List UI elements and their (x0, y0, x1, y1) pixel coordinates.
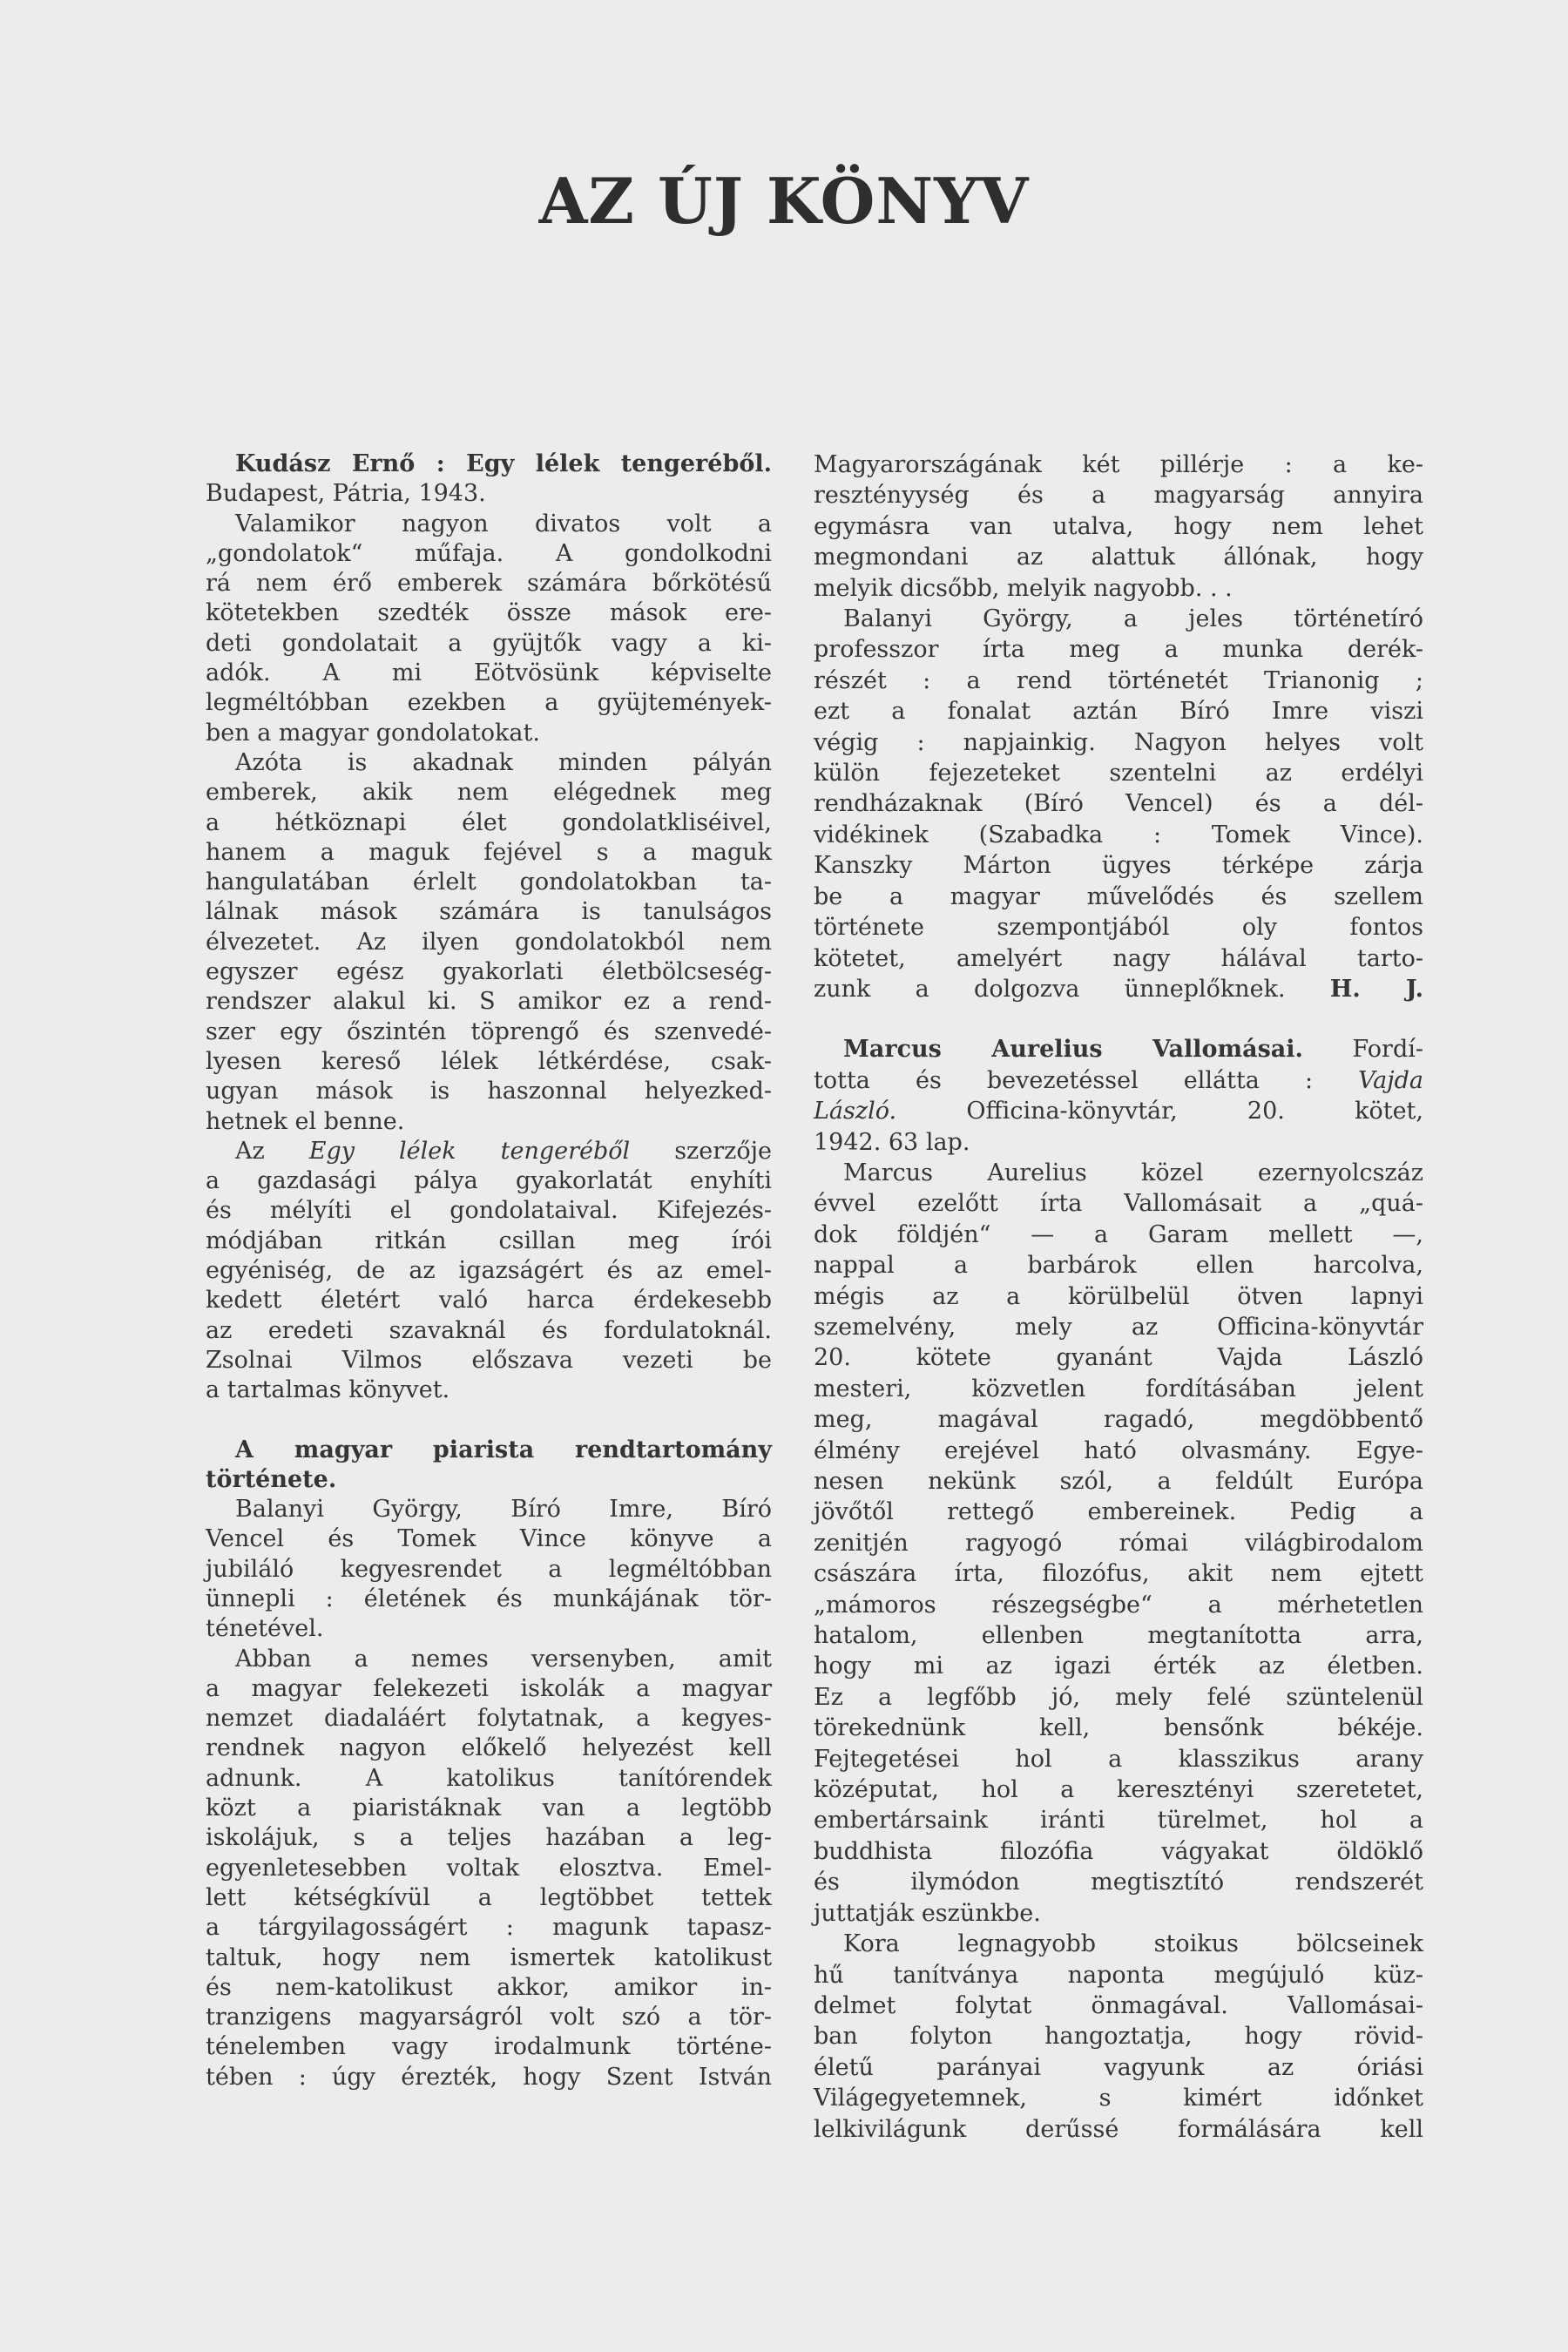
text-line: zenitjén ragyogó római világbirodalom (814, 1529, 1423, 1557)
text-line: Vencel és Tomek Vince könyve a (206, 1525, 772, 1553)
text-line: hetnek el benne. (206, 1107, 405, 1135)
paragraph (206, 748, 772, 1137)
text-line: ünnepli : életének és munkájának tör- (206, 1585, 772, 1612)
paragraph (814, 1034, 1423, 1158)
text-line: Abban a nemes versenyben, amit (235, 1645, 772, 1673)
text-line (814, 1096, 1423, 1126)
text-line: Kanszky Márton ügyes térképe zárja (814, 852, 1423, 880)
text-line: legméltóbban ezekben a gyüjtemények- (206, 689, 772, 717)
text-line: egyenletesebben voltak elosztva. Emel- (206, 1854, 772, 1882)
text-line: rendházaknak (Bíró Vencel) és a dél- (814, 790, 1423, 818)
text-line: a magyar felekezeti iskolák a magyar (206, 1674, 772, 1702)
text-line: története szempontjából oly fontos (814, 914, 1423, 942)
text-line: a tartalmas könyvet. (206, 1376, 450, 1404)
text-line: adnunk. A katolikus tanítórendek (206, 1764, 772, 1792)
text-line: Marcus Aurelius közel ezernyolcszáz (843, 1159, 1423, 1186)
text-span: Az (235, 1137, 309, 1165)
text-line: rá nem érő emberek számára bőrkötésű (206, 570, 772, 598)
text-line: szemelvény, mely az Officina-könyvtár (814, 1313, 1423, 1341)
text-line: élvezetet. Az ilyen gondolatokból nem (206, 928, 772, 956)
bold-text: H. J. (1329, 975, 1424, 1003)
text-line: a hétköznapi élet gondolatkliséivel, (206, 808, 772, 836)
text-line: meg, magával ragadó, megdöbbentő (814, 1406, 1423, 1434)
text-line: egymásra van utalva, hogy nem lehet (814, 512, 1423, 540)
text-line: hű tanítványa naponta megújuló küz- (814, 1961, 1423, 1989)
text-line: Kora legnagyobb stoikus bölcseinek (843, 1930, 1423, 1958)
text-line: Fejtegetései hol a klasszikus arany (814, 1745, 1423, 1773)
text-line: lálnak mások számára is tanulságos (206, 898, 772, 926)
text-line: részét : a rend történetét Trianonig ; (814, 666, 1423, 694)
text-line: ténelemben vagy irodalmunk történe- (206, 2033, 772, 2061)
paragraph (814, 449, 1423, 604)
text-line: a tárgyilagosságért : magunk tapasz- (206, 1914, 772, 1942)
text-line: adók. A mi Eötvösünk képviselte (206, 659, 772, 687)
text-line: dok földjén“ — a Garam mellett —, (814, 1220, 1423, 1248)
text-line: élmény erejével ható olvasmány. Egye- (814, 1436, 1423, 1464)
italic-text: Vajda (1358, 1066, 1423, 1094)
text-line: 20. kötete gyanánt Vajda László (814, 1344, 1423, 1372)
text-line: mesteri, közvetlen fordításában jelent (814, 1375, 1423, 1402)
text-line: ben a magyar gondolatokat. (206, 719, 540, 747)
text-line: Valamikor nagyon divatos volt a (235, 510, 772, 537)
text-line: tranzigens magyarságról volt szó a tör- (206, 2004, 772, 2031)
text-line: szer egy őszintén töprengő és szenvedé- (206, 1017, 772, 1045)
text-line: kötetekben szedték össze mások ere- (206, 599, 772, 627)
text-line: embertársaink iránti türelmet, hol a (814, 1807, 1423, 1835)
paragraph (206, 1645, 772, 2092)
paragraph (206, 510, 772, 748)
section-spacer (206, 1406, 772, 1436)
text-line: kedett életért való harca érdekesebb (206, 1287, 772, 1315)
text-line: törekednünk kell, bensőnk békéje. (814, 1714, 1423, 1742)
text-line: taltuk, hogy nem ismertek katolikust (206, 1943, 772, 1971)
paragraph (206, 1137, 772, 1406)
text-line: ban folyton hangoztatja, hogy rövid- (814, 2023, 1423, 2051)
text-line: megmondani az alattuk állónak, hogy (814, 544, 1423, 571)
text-span: szerzője (630, 1137, 772, 1165)
text-line: ugyan mások is haszonnal helyezked- (206, 1078, 772, 1105)
text-line: lelkivilágunk derűssé formálására kell (814, 2115, 1423, 2143)
text-line: és nem-katolikust akkor, amikor in- (206, 1973, 772, 2001)
text-line (814, 974, 1423, 1004)
text-line: „gondolatok“ műfaja. A gondolkodni (206, 539, 772, 567)
text-line: Budapest, Pátria, 1943. (206, 480, 486, 508)
text-line: juttatják eszünkbe. (814, 1899, 1041, 1927)
text-line: vidékinek (Szabadka : Tomek Vince). (814, 821, 1423, 848)
paragraph (814, 1158, 1423, 1929)
text-line: története. (206, 1465, 337, 1493)
review-heading (206, 449, 772, 510)
text-line: nesen nekünk szól, a feldúlt Európa (814, 1468, 1423, 1495)
text-line: ténetével. (206, 1615, 324, 1643)
text-line: Balanyi György, Bíró Imre, Bíró (235, 1496, 772, 1524)
text-line: resztényység és a magyarság annyira (814, 482, 1423, 510)
text-line: rendnek nagyon előkelő helyezést kell (206, 1734, 772, 1762)
text-line (814, 1065, 1423, 1096)
right-column (814, 449, 1423, 2145)
text-line: tében : úgy érezték, hogy Szent István (206, 2063, 772, 2091)
text-line: közt a piaristáknak van a legtöbb (206, 1794, 772, 1822)
text-line: jövőtől rettegő embereinek. Pedig a (814, 1498, 1423, 1526)
text-line: jubiláló kegyesrendet a legméltóbban (206, 1555, 772, 1583)
text-line: emberek, akik nem elégednek meg (206, 779, 772, 807)
text-line: mégis az a körülbelül ötven lapnyi (814, 1282, 1423, 1310)
text-line: egyszer egész gyakorlati életbölcseség- (206, 958, 772, 986)
text-line: be a magyar művelődés és szellem (814, 882, 1423, 910)
text-line: hanem a maguk fejével s a maguk (206, 838, 772, 866)
text-line: delmet folytat önmagával. Vallomásai- (814, 1991, 1423, 2019)
text-line: deti gondolatait a gyüjtők vagy a ki- (206, 629, 772, 657)
text-line (206, 1137, 772, 1166)
italic-text: László. (814, 1098, 897, 1125)
text-line: „mámoros részegségbe“ a mérhetetlen (814, 1591, 1423, 1619)
text-line: Zsolnai Vilmos előszava vezeti be (206, 1346, 772, 1374)
text-span: zunk a dolgozva ünneplőknek. (814, 975, 1330, 1003)
text-line: Világegyetemnek, s kimért időnket (814, 2085, 1423, 2112)
section-spacer (814, 1004, 1423, 1034)
bold-text: Kudász Ernő : Egy lélek tengeréből. (235, 450, 772, 477)
text-line: A magyar piarista rendtartomány (235, 1436, 772, 1463)
text-line: nappal a barbárok ellen harcolva, (814, 1252, 1423, 1280)
text-line (206, 449, 772, 479)
left-column (206, 449, 772, 2092)
text-line: császára írta, filozófus, akit nem ejtett (814, 1560, 1423, 1588)
text-line: lyesen kereső lélek létkérdése, csak- (206, 1047, 772, 1075)
text-line: ezt a fonalat aztán Bíró Imre viszi (814, 698, 1423, 726)
paragraph (814, 604, 1423, 1004)
text-line: nemzet diadaláért folytatnak, a kegyes- (206, 1705, 772, 1733)
text-line: Balanyi György, a jeles történetíró (843, 605, 1423, 633)
text-line (814, 1034, 1423, 1064)
text-line: iskolájuk, s a teljes hazában a leg- (206, 1824, 772, 1852)
text-span: Officina-könyvtár, 20. kötet, (896, 1098, 1423, 1125)
text-line: Ez a legfőbb jó, mely felé szüntelenül (814, 1683, 1423, 1711)
paragraph (814, 1929, 1423, 2145)
text-line: az eredeti szavaknál és fordulatoknál. (206, 1316, 772, 1344)
text-line: professzor írta meg a munka derék- (814, 636, 1423, 664)
text-line: végig : napjainkig. Nagyon helyes volt (814, 728, 1423, 756)
text-line: lett kétségkívül a legtöbbet tettek (206, 1883, 772, 1911)
text-line: melyik dicsőbb, melyik nagyobb. . . (814, 574, 1233, 602)
text-line: 1942. 63 lap. (814, 1128, 970, 1156)
bold-text: Marcus Aurelius Vallomásai. (843, 1036, 1303, 1064)
text-line: külön fejezeteket szentelni az erdélyi (814, 760, 1423, 787)
text-line: egyéniség, de az igazságért és az emel- (206, 1257, 772, 1285)
review-heading (206, 1436, 772, 1496)
text-line: és ilymódon megtisztító rendszerét (814, 1869, 1423, 1896)
text-line: és mélyíti el gondolataival. Kifejezés- (206, 1197, 772, 1225)
page-title: AZ ÚJ KÖNYV (538, 164, 1030, 238)
paragraph (206, 1495, 772, 1644)
text-line: középutat, hol a keresztényi szeretetet, (814, 1776, 1423, 1804)
text-line: buddhista filozófia vágyakat öldöklő (814, 1837, 1423, 1865)
text-line: hatalom, ellenben megtanította arra, (814, 1622, 1423, 1650)
text-line: rendszer alakul ki. S amikor ez a rend- (206, 988, 772, 1016)
text-line: Azóta is akadnak minden pályán (235, 748, 772, 776)
text-span: totta és bevezetéssel ellátta : (814, 1066, 1359, 1094)
text-line: hangulatában érlelt gondolatokban ta- (206, 868, 772, 896)
text-line: kötetet, amelyért nagy hálával tarto- (814, 944, 1423, 972)
text-span: Fordí- (1302, 1036, 1423, 1064)
text-line: módjában ritkán csillan meg írói (206, 1227, 772, 1254)
italic-text: Egy lélek tengeréből (308, 1137, 631, 1165)
text-line: évvel ezelőtt írta Vallomásait a „quá- (814, 1190, 1423, 1218)
text-line: a gazdasági pálya gyakorlatát enyhíti (206, 1167, 772, 1195)
text-line: életű parányai vagyunk az óriási (814, 2053, 1423, 2081)
text-line: Magyarországának két pillérje : a ke- (814, 451, 1423, 478)
text-line: hogy mi az igazi érték az életben. (814, 1652, 1423, 1680)
